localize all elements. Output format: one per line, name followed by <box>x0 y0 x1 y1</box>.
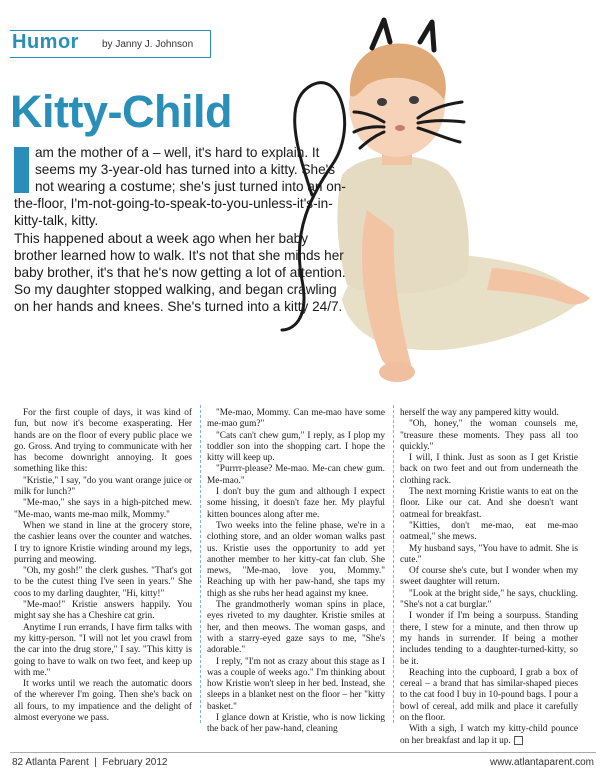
paragraph: It works until we reach the automatic doors of the wherever I'm going. Then she's back on all fours, to my impatience and the delight of almost everyone we pass. <box>14 679 192 724</box>
section-label: Humor <box>12 31 79 53</box>
intro-paragraph-1: am the mother of a – well, it's hard to explain. It seems my 3-year-old has turned into a kitty. She's not wearing a costume; she's just turned into an on-the-floor, I'm-not-going-to-speak-to-you-unless-it's-in-kitty-talk, kitty. <box>14 145 346 228</box>
article-intro <box>14 144 354 315</box>
paragraph: "Kitties, don't me-mao, eat me-mao oatmeal," she mews. <box>400 520 578 543</box>
paragraph: Two weeks into the feline phase, we're in a clothing store, and an older woman walks past us. Kristie uses the opportunity to add yet another member to her kitty-cat fan club. She mews, "Me-mao, love you, Mommy." Reaching up with her paw-hand, she taps my thigh as she rubs her head against my knee. <box>207 520 385 599</box>
body-column-2 <box>207 408 385 736</box>
paragraph: I wonder if I'm being a sourpuss. Standing there, I stew for a minute, and then throw up my hands in surrender. If being a mother includes tending to a daughter-turned-kitty, so be it. <box>400 611 578 667</box>
paragraph-last <box>400 724 578 747</box>
paragraph: "Cats can't chew gum," I reply, as I plop my toddler son into the shopping cart. I hope the kitty will keep up. <box>207 430 385 464</box>
paragraph: For the first couple of days, it was kind of fun, but now it's become exasperating. Her hands are on the floor of every public place we go. Gross. And trying to communicate with her has become downright annoying. It goes something like this: <box>14 408 192 475</box>
last-paragraph-text: With a sigh, I watch my kitty-child pounce on her breakfast and lap it up. <box>400 724 578 746</box>
end-mark-icon <box>514 736 523 745</box>
footer-page-info: 82 Atlanta Parent | February 2012 <box>12 757 168 768</box>
paragraph: Anytime I run errands, I have firm talks with my kitty-person. "I will not let you crawl from the car into the drug store," I say. "This kitty is going to have to walk on two feet, and keep up with me." <box>14 622 192 678</box>
article-title: Kitty-Child <box>10 86 232 137</box>
drop-cap <box>14 147 29 193</box>
paragraph: "Oh, honey," the woman counsels me, "treasure these moments. They pass all too quickly." <box>400 419 578 452</box>
paragraph: Of course she's cute, but I wonder when my sweet daughter will return. <box>400 566 578 588</box>
paragraph: When we stand in line at the grocery store, the cashier leans over the counter and watches. I try to ignore Kristie winding around my legs, purring and meowing. <box>14 520 192 565</box>
paragraph: I glance down at Kristie, who is now licking the back of her paw-hand, cleaning <box>207 713 385 735</box>
column-divider <box>393 405 394 723</box>
paragraph: I don't buy the gum and although I expect some hissing, it doesn't faze her. My playful kitten bounces along after me. <box>207 487 385 520</box>
column-divider <box>200 405 201 723</box>
paragraph: "Me-mao!" Kristie answers happily. You might say she has a Cheshire cat grin. <box>14 600 192 622</box>
paragraph: herself the way any pampered kitty would. <box>400 408 559 418</box>
paragraph: I reply, "I'm not as crazy about this stage as I was a couple of weeks ago." I'm thinking about how Kristie won't sleep in her bed. Instead, she sleeps in a blanket nest on the floor – her "kitty basket." <box>207 656 385 712</box>
paragraph: My husband says, "You have to admit. She is cute." <box>400 543 578 565</box>
paragraph: "Me-mao," she says in a high-pitched mew. "Me-mao, wants me-mao milk, Mommy." <box>14 498 192 520</box>
footer-rule <box>10 752 596 753</box>
byline: by Janny J. Johnson <box>102 39 194 50</box>
paragraph: The next morning Kristie wants to eat on the floor. Like our cat. And she doesn't want oatmeal for breakfast. <box>400 487 578 520</box>
paragraph: Reaching into the cupboard, I grab a box of cereal – a brand that has similar-shaped pieces to the cat food I buy in 10-pound bags. I pour a bowl of cereal, add milk and place it carefully on the floor. <box>400 667 578 724</box>
paragraph: "Purrrr-please? Me-mao. Me-can chew gum. Me-mao." <box>207 464 385 486</box>
intro-paragraph-2: This happened about a week ago when her baby brother learned how to walk. It's not that she minds her baby brother, it's that he's now getting a lot of attention. So my daughter stopped walking, and began crawling on her hands and knees. She's turned into a kitty 24/7. <box>14 231 346 314</box>
paragraph: I will, I think. Just as soon as I get Kristie back on two feet and out from underneath the clothing rack. <box>400 453 578 486</box>
body-column-1 <box>14 408 192 724</box>
paragraph: "Look at the bright side," he says, chuckling. "She's not a cat burglar." <box>400 588 578 611</box>
paragraph: "Oh, my gosh!" the clerk gushes. "That's got to be the cutest thing I've seen in years." She coos to my darling daughter, "Hi, kitty!" <box>14 566 192 599</box>
paragraph: "Me-mao, Mommy. Can me-mao have some me-mao gum?" <box>207 408 385 430</box>
paragraph: "Kristie," I say, "do you want orange juice or milk for lunch?" <box>14 475 192 498</box>
paragraph: The grandmotherly woman spins in place, eyes riveted to my daughter. Kristie smiles at her, and then meows. The woman gasps, and with a starry-eyed gaze says to me, "She's adorable." <box>207 600 385 656</box>
body-column-3 <box>400 408 578 747</box>
footer-website-link[interactable]: www.atlantaparent.com <box>490 757 594 768</box>
